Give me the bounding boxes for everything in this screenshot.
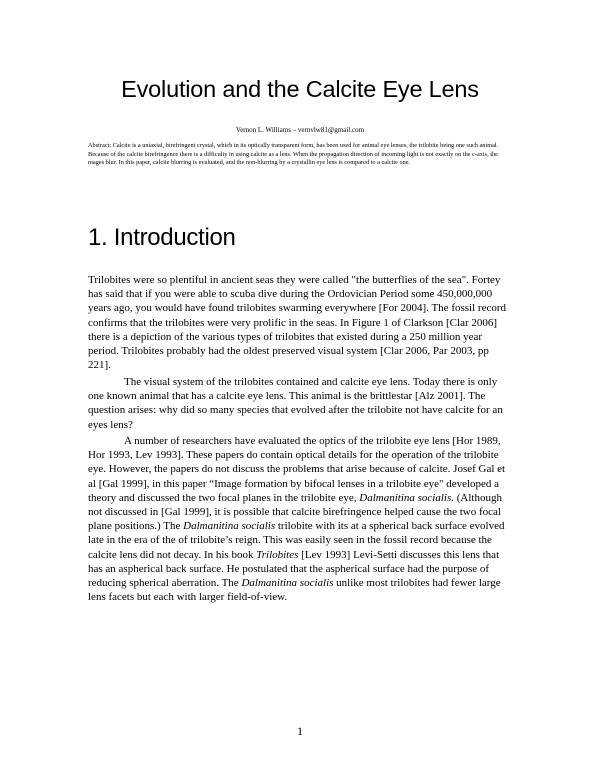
section-heading-introduction: 1. Introduction: [88, 224, 236, 251]
species-name-italic: Dalmanitina socialis.: [359, 491, 454, 504]
paragraph-1: Trilobites were so plentiful in ancient seas they were called "the butterflies of the sea". Fortey has said that if you were able to scuba dive during the Ordovician Period some 450,000,000 years ago, you would have found trilobites swarming everywhere [For 2004]. The fossil record confirms that the trilobites were very prolific in the seas. In Figure 1 of Clarkson [Clar 2006] there is a depiction of the various types of trilobites that existed during a 250 million year period. Trilobites probably had the oldest preserved visual system [Clar 2006, Par 2003, pp 221].: [88, 274, 506, 372]
book-title-italic: Trilobites: [256, 548, 299, 561]
paragraph-3-text-4: [Lev 1993] Levi-Setti discusses this lens that has an aspherical back surface. He postulated that the aspherical surface had the purpose of reducing spherical aberration. The: [88, 548, 500, 590]
paragraph-3-text-1: A number of researchers have evaluated the optics of the trilobite eye lens [Hor 1989, Hor 1993, Lev 1993]. These papers do contain optical details for the operation of the trilobite eye. However, the papers do not discuss the problems that arise because of calcite. Josef Gal et al [Gal 1999], in this paper “Image formation by bifocal lenses in a trilobite eye" developed a theory and discussed the two focal planes in the trilobite eye,: [88, 435, 506, 504]
paragraph-2: The visual system of the trilobites contained and calcite eye lens. Today there is only one known animal that has a calcite eye lens. This animal is the brittlestar [Alz 2001]. The question arises: why did so many species that evolved after the trilobite not have calcite for an eyes lens?: [88, 376, 503, 431]
page-number: 1: [297, 724, 303, 738]
author-line: Vernon L. Williams – vernvlw81@gmail.com: [235, 126, 365, 134]
abstract: Abstract: Calcite is a uniaxial, birefringent crystal, which in its optically transparent form, has been used for animal eye lenses, the trilobite being one such animal. Because of the calcite birefringence there is a difficulty in using calcite as a lens. When the propagation direction of incoming light is not exactly on the c-axis, the mages blur. In this paper, calcite blurring is evaluated, and the non-blurring by a crystallin eye lens is compared to a calcite one.: [88, 142, 499, 167]
species-name-italic: Dalmanitina socialis: [183, 520, 276, 533]
paragraph-3-text-2: (Although not discussed in [Gal 1999], it is possible that calcite birefringence helped cause the two focal plane positions.) The: [88, 491, 502, 533]
species-name-italic: Dalmanitina socialis: [241, 577, 334, 590]
paragraph-3-text-3: trilobite with its at a spherical back surface evolved late in the era of the of trilobite’s reign. This was easily seen in the fossil record because the calcite lens did not decay. In his book: [88, 520, 505, 561]
paragraph-3: [88, 434, 512, 604]
paragraph-3-text-5: unlike most trilobites had fewer large lens facets but each with larger field-of-view.: [88, 577, 501, 604]
paper-title: Evolution and the Calcite Eye Lens: [121, 76, 479, 102]
